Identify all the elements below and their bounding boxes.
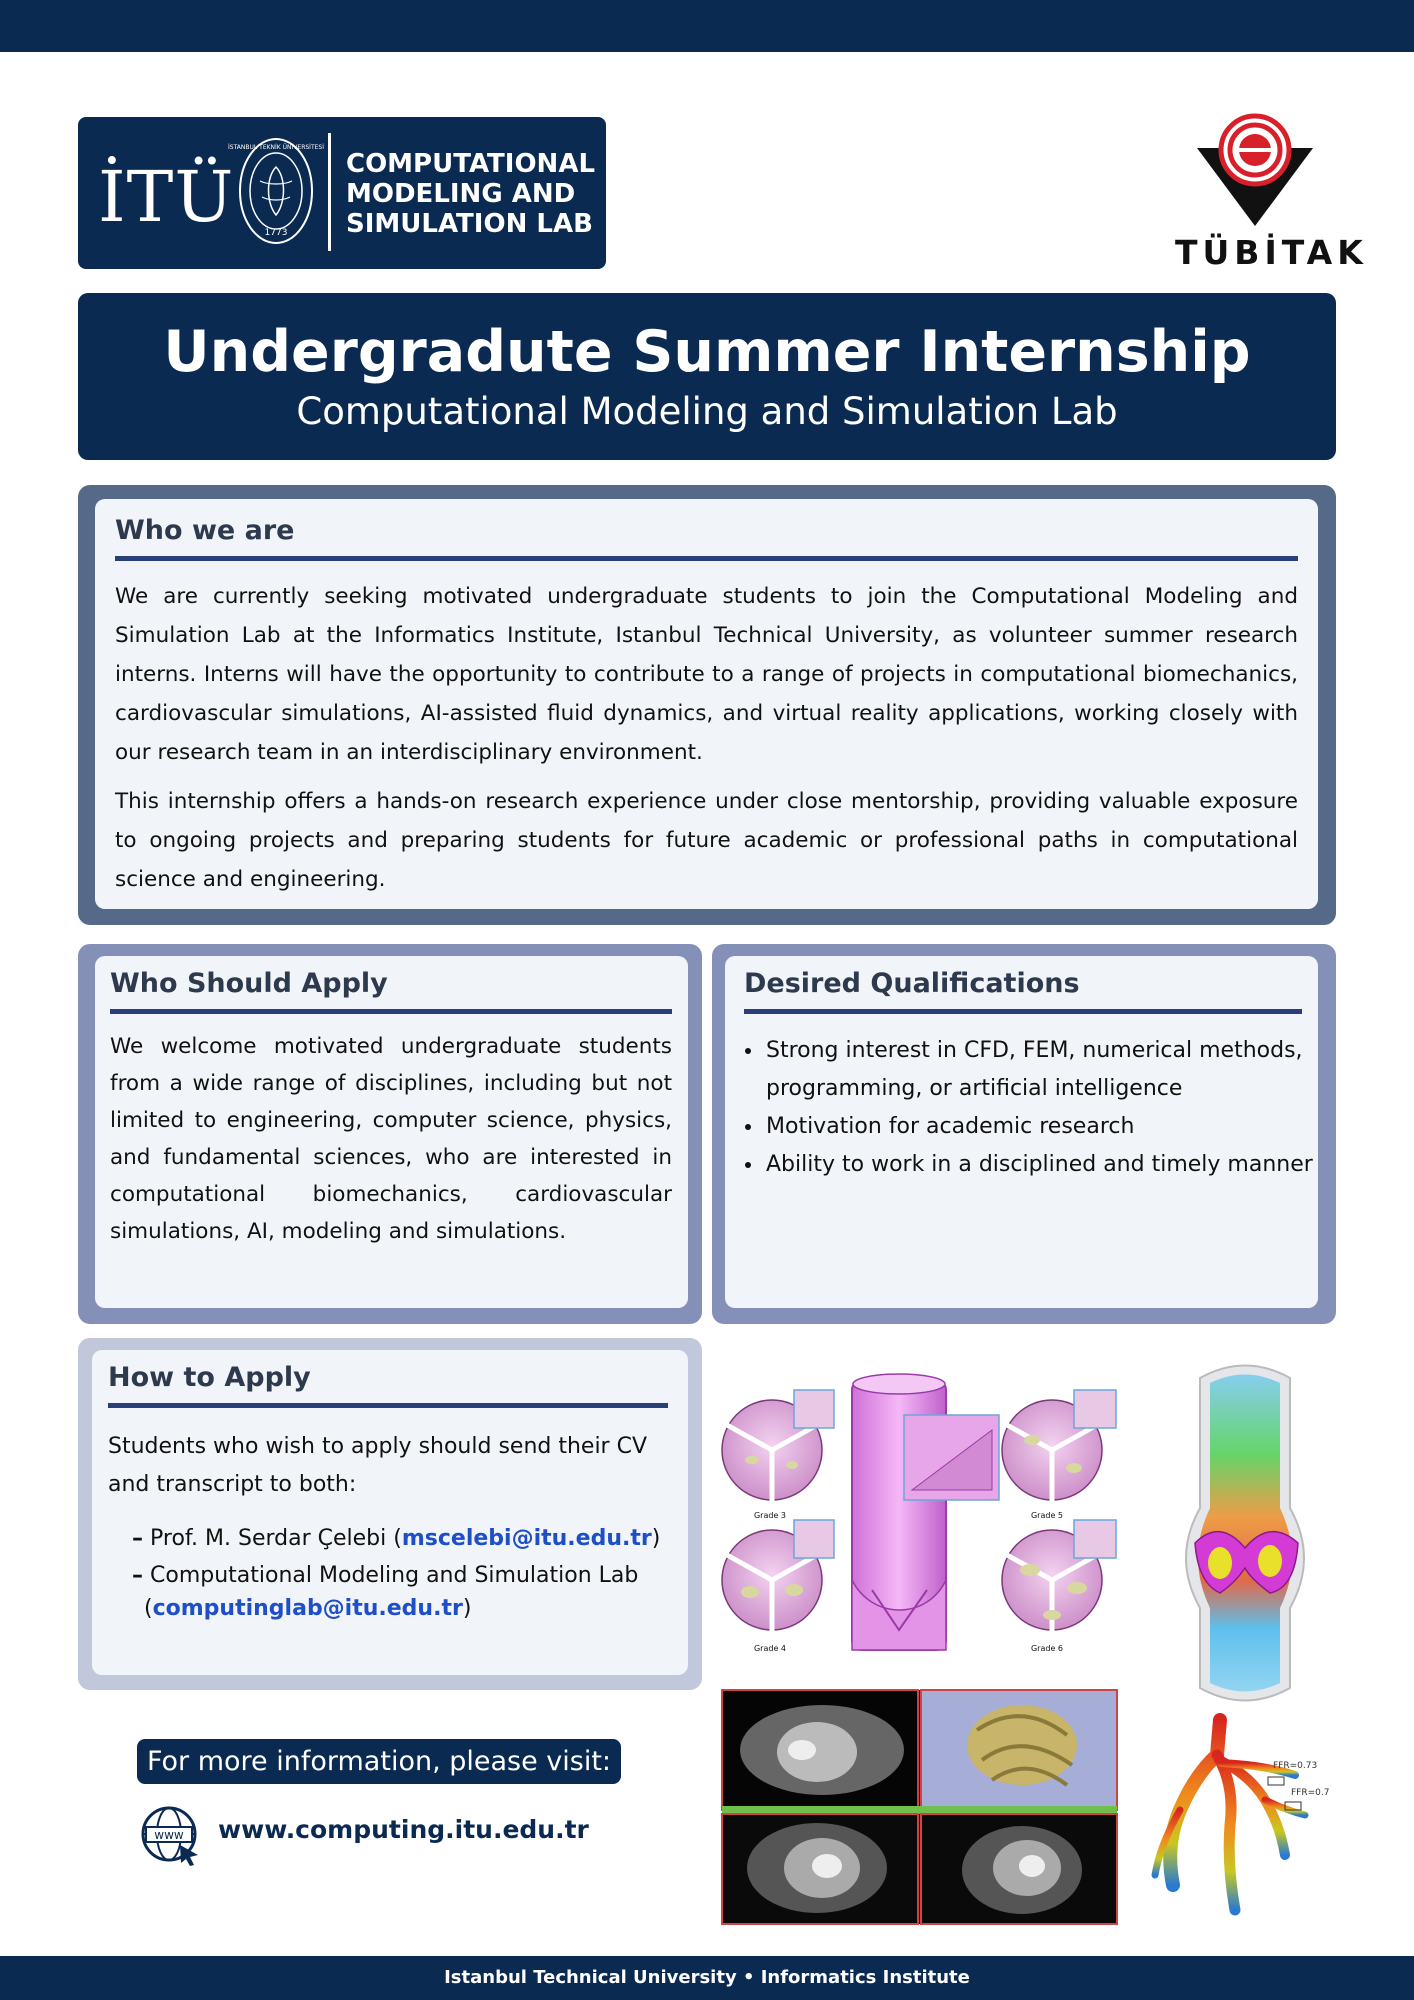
tubitak-logo	[1175, 108, 1368, 278]
who-we-are-section	[95, 499, 1318, 909]
top-bar	[0, 0, 1414, 52]
qualifications-section	[725, 956, 1318, 1308]
contact-2-name: Computational Modeling and Simulation Lab	[150, 1563, 639, 1588]
who-should-apply-body: We welcome motivated undergraduate students from a wide range of disciplines, including but not limited to engineering, computer science, physics, and fundamental sciences, who are interested in computational biomechanics, cardiovascular simulations, AI, modeling and simulations.	[110, 1034, 672, 1244]
cfd-simulation-figure	[1170, 1358, 1320, 1708]
itu-seal-text: İSTANBUL TEKNİK ÜNİVERSİTESİ	[228, 144, 324, 151]
footer: Istanbul Technical University • Informatics Institute	[0, 1956, 1414, 2000]
itu-seal-icon	[228, 131, 324, 251]
who-should-apply-heading: Who Should Apply	[110, 968, 388, 999]
title-banner	[78, 293, 1336, 460]
who-we-are-heading: Who we are	[115, 515, 295, 546]
grade-label-3: Grade 3	[753, 1511, 787, 1520]
contact-1-name: Prof. M. Serdar Çelebi (	[150, 1526, 402, 1551]
tubitak-wordmark: TÜBİTAK	[1175, 233, 1368, 272]
how-to-apply-heading: How to Apply	[108, 1362, 311, 1393]
itu-wordmark: İTÜ	[98, 156, 235, 238]
contact-bullet: –	[132, 1526, 143, 1551]
page-title: Undergradute Summer Internship	[163, 319, 1251, 385]
coronary-ffr-illustration	[1135, 1715, 1335, 1925]
contact-2-open: (	[144, 1596, 153, 1621]
qualifications-heading: Desired Qualifications	[744, 968, 1080, 999]
ffr-label-2: FFR=0.7	[1291, 1788, 1330, 1798]
coronary-ffr-figure	[1135, 1715, 1335, 1925]
who-we-are-paragraph-1: We are currently seeking motivated undergraduate students to join the Computational Modeling and Simulation Lab at the Informatics Institute, Istanbul Technical University, as volunteer summer research interns. Interns will have the opportunity to contribute to a range of projects in computational biomechanics, cardiovascular simulations, AI-assisted fluid dynamics, and virtual reality applications, working closely with our research team in an interdisciplinary environment.	[115, 584, 1298, 765]
grade-label-4: Grade 4	[753, 1644, 787, 1653]
email-link-computinglab[interactable]: computinglab@itu.edu.tr	[152, 1596, 463, 1621]
contact-2-close: )	[462, 1596, 472, 1621]
lab-logo-line-3: SIMULATION LAB	[346, 209, 593, 239]
who-we-are-paragraph-2: This internship offers a hands-on research experience under close mentorship, providing valuable exposure to ongoing projects and preparing students for future academic or professional paths in computational science and engineering.	[115, 789, 1298, 892]
how-to-apply-intro: Students who wish to apply should send their CV and transcript to both:	[108, 1434, 648, 1497]
contact-item-2	[132, 1559, 668, 1625]
email-link-mscelebi[interactable]: mscelebi@itu.edu.tr	[401, 1526, 652, 1551]
qualification-item-1: • Strong interest in CFD, FEM, numerical methods, programming, or artificial intelligence	[764, 1032, 1318, 1108]
contact-bullet: –	[132, 1563, 143, 1588]
qualifications-list	[744, 1032, 1318, 1184]
ct-scan-figure	[722, 1690, 1117, 1924]
section-rule	[108, 1403, 668, 1408]
website-link[interactable]: www.computing.itu.edu.tr	[218, 1815, 589, 1844]
contact-list	[108, 1522, 668, 1625]
who-should-apply-section	[95, 956, 688, 1308]
logo-divider	[328, 133, 331, 251]
more-info-label: For more information, please visit:	[137, 1739, 621, 1784]
tubitak-emblem-icon	[1175, 108, 1335, 233]
page-subtitle: Computational Modeling and Simulation Lab	[296, 390, 1118, 433]
section-rule	[110, 1009, 672, 1014]
ffr-label-1: FFR=0.73	[1273, 1761, 1318, 1771]
lab-logo-line-2: MODELING AND	[346, 179, 576, 209]
itu-seal-year: 1773	[264, 228, 288, 238]
contact-1-close: )	[651, 1526, 661, 1551]
grade-label-6: Grade 6	[1030, 1644, 1064, 1653]
lab-logo-text	[346, 149, 595, 239]
cfd-simulation-illustration	[1170, 1358, 1320, 1708]
itu-lab-logo	[78, 117, 606, 269]
valve-grades-illustration	[722, 1370, 1120, 1655]
valve-grades-figure	[722, 1370, 1120, 1655]
qualification-item-2: • Motivation for academic research	[764, 1108, 1318, 1146]
globe-www-icon	[140, 1805, 202, 1867]
grade-label-5: Grade 5	[1030, 1511, 1064, 1520]
qualification-item-3: • Ability to work in a disciplined and timely manner	[764, 1146, 1318, 1184]
how-to-apply-section	[92, 1350, 688, 1675]
section-rule	[115, 556, 1298, 561]
section-rule	[744, 1009, 1302, 1014]
www-icon-text: www	[154, 1828, 184, 1842]
lab-logo-line-1: COMPUTATIONAL	[346, 149, 596, 179]
contact-item-1	[132, 1522, 668, 1555]
ct-scan-illustration	[722, 1690, 1117, 1924]
